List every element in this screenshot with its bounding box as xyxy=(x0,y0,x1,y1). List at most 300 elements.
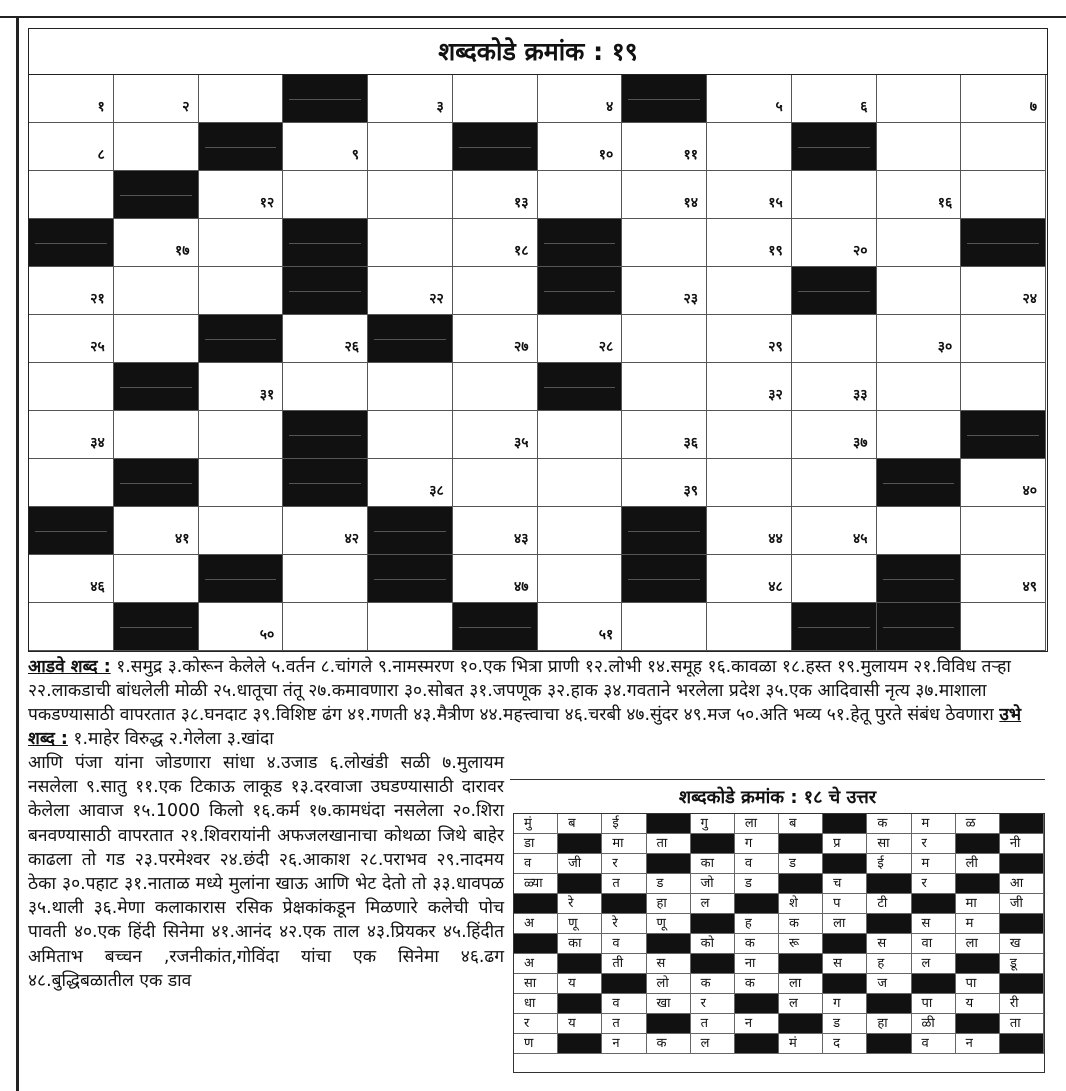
answer-cell: ग xyxy=(823,994,867,1014)
grid-cell-black xyxy=(368,315,453,363)
clue-number: १७ xyxy=(174,243,190,259)
clue-number: ३५ xyxy=(513,435,529,451)
answer-cell: व xyxy=(912,1034,956,1054)
answer-cell: ला xyxy=(823,914,867,934)
grid-cell-black xyxy=(877,603,962,651)
grid-cell xyxy=(622,267,707,315)
grid-cell xyxy=(368,75,453,123)
clue-number: १५ xyxy=(768,195,783,211)
answer-cell: णू xyxy=(647,914,691,934)
answer-cell-black xyxy=(1000,914,1044,934)
answer-cell: म xyxy=(912,854,956,874)
answer-cell-black xyxy=(691,914,735,934)
grid-cell xyxy=(114,123,199,171)
left-rule xyxy=(16,16,19,1091)
clue-number: २९ xyxy=(768,339,783,355)
answer-cell: क xyxy=(735,934,779,954)
answer-cell: म xyxy=(956,914,1000,934)
grid-cell xyxy=(877,171,962,219)
answer-cell: वा xyxy=(912,934,956,954)
answer-cell-black xyxy=(867,874,911,894)
answer-cell: ला xyxy=(735,814,779,834)
grid-cell xyxy=(114,75,199,123)
grid-cell xyxy=(199,459,284,507)
grid-cell xyxy=(707,75,792,123)
grid-cell-black xyxy=(877,555,962,603)
grid-cell-black xyxy=(961,411,1046,459)
grid-cell xyxy=(792,363,877,411)
grid-cell xyxy=(707,315,792,363)
answer-cell: ता xyxy=(1000,1014,1044,1034)
grid-cell xyxy=(707,459,792,507)
clue-number: २ xyxy=(182,99,190,115)
grid-cell xyxy=(877,267,962,315)
answer-cell: ज xyxy=(867,974,911,994)
answer-cell: रू xyxy=(779,934,823,954)
grid-cell xyxy=(622,411,707,459)
grid-cell xyxy=(283,363,368,411)
answer-cell: क xyxy=(691,974,735,994)
answer-cell-black xyxy=(1000,814,1044,834)
grid-cell xyxy=(707,507,792,555)
answer-cell-black xyxy=(867,914,911,934)
grid-cell xyxy=(453,363,538,411)
grid-cell xyxy=(538,459,623,507)
answer-cell: ड xyxy=(647,874,691,894)
grid-cell xyxy=(792,411,877,459)
answer-cell: ना xyxy=(735,954,779,974)
grid-cell xyxy=(877,507,962,555)
clue-number: ३९ xyxy=(683,483,698,499)
grid-cell xyxy=(114,507,199,555)
answer-cell: र xyxy=(602,854,646,874)
answer-cell-black xyxy=(647,854,691,874)
answer-cell-black xyxy=(867,994,911,1014)
grid-cell xyxy=(368,411,453,459)
grid-cell xyxy=(283,603,368,651)
answer-cell: ड xyxy=(735,874,779,894)
grid-cell xyxy=(114,267,199,315)
grid-cell xyxy=(29,123,114,171)
grid-cell xyxy=(707,267,792,315)
answer-cell: ला xyxy=(779,974,823,994)
answer-cell: जी xyxy=(558,854,602,874)
answer-cell-black xyxy=(558,1034,602,1054)
grid-cell xyxy=(707,123,792,171)
answer-cell: स xyxy=(912,914,956,934)
grid-cell xyxy=(29,315,114,363)
answer-cell-black xyxy=(779,1014,823,1034)
answer-cell: जो xyxy=(691,874,735,894)
grid-cell xyxy=(283,315,368,363)
answer-cell: व xyxy=(514,854,558,874)
answer-cell: रे xyxy=(602,914,646,934)
grid-cell xyxy=(792,555,877,603)
answer-cell: टी xyxy=(867,894,911,914)
grid-cell xyxy=(283,507,368,555)
answer-cell: प xyxy=(823,894,867,914)
grid-cell xyxy=(29,411,114,459)
answer-cell-black xyxy=(514,934,558,954)
answer-cell-black xyxy=(779,834,823,854)
clue-number: ४२ xyxy=(344,531,359,547)
grid-cell xyxy=(961,459,1046,507)
answer-cell: आ xyxy=(1000,874,1044,894)
grid-cell xyxy=(368,459,453,507)
answer-cell: ता xyxy=(647,834,691,854)
grid-cell xyxy=(368,219,453,267)
answer-cell: क xyxy=(779,914,823,934)
clue-number: १६ xyxy=(937,195,953,211)
clue-number: ३३ xyxy=(852,387,868,403)
grid-cell xyxy=(961,507,1046,555)
grid-cell xyxy=(453,171,538,219)
answer-cell-black xyxy=(558,994,602,1014)
grid-cell-black xyxy=(961,219,1046,267)
grid-cell xyxy=(707,219,792,267)
answer-cell: सा xyxy=(514,974,558,994)
answer-cell: मुं xyxy=(514,814,558,834)
clue-number: ३८ xyxy=(429,483,444,499)
grid-cell xyxy=(877,75,962,123)
clue-number: ६ xyxy=(860,99,868,115)
grid-cell xyxy=(792,315,877,363)
grid-cell xyxy=(453,507,538,555)
clue-number: २२ xyxy=(429,291,444,307)
answer-grid xyxy=(513,813,1045,1073)
answer-cell: ग xyxy=(735,834,779,854)
grid-cell xyxy=(538,507,623,555)
grid-cell xyxy=(538,315,623,363)
answer-cell-black xyxy=(1000,974,1044,994)
answer-cell-black xyxy=(779,954,823,974)
answer-cell: च xyxy=(823,874,867,894)
grid-cell xyxy=(368,603,453,651)
answer-cell: क xyxy=(867,814,911,834)
answer-cell: शे xyxy=(779,894,823,914)
answer-cell: क xyxy=(735,974,779,994)
answer-cell: ल xyxy=(691,1034,735,1054)
grid-cell xyxy=(538,411,623,459)
grid-cell xyxy=(961,555,1046,603)
puzzle-title: शब्दकोडे क्रमांक : १९ xyxy=(29,29,1047,75)
grid-cell xyxy=(961,363,1046,411)
answer-cell-black xyxy=(823,854,867,874)
grid-cell xyxy=(877,219,962,267)
clue-number: ४९ xyxy=(1022,579,1037,595)
grid-cell xyxy=(29,171,114,219)
grid-cell-black xyxy=(114,171,199,219)
answer-cell: ड xyxy=(779,854,823,874)
answer-cell: व xyxy=(735,854,779,874)
answer-cell-black xyxy=(823,974,867,994)
answer-cell: सा xyxy=(867,834,911,854)
grid-cell xyxy=(961,315,1046,363)
answer-cell: अ xyxy=(514,954,558,974)
clue-number: ३६ xyxy=(683,435,698,451)
grid-cell xyxy=(368,363,453,411)
answer-cell: मं xyxy=(779,1034,823,1054)
grid-cell xyxy=(877,411,962,459)
answer-cell: धा xyxy=(514,994,558,1014)
grid-cell-black xyxy=(538,267,623,315)
grid-cell xyxy=(538,171,623,219)
grid-cell xyxy=(622,123,707,171)
grid-cell xyxy=(961,267,1046,315)
grid-cell xyxy=(114,411,199,459)
grid-cell-black xyxy=(538,363,623,411)
answer-cell: य xyxy=(558,1014,602,1034)
grid-cell-black xyxy=(877,459,962,507)
answer-cell: अ xyxy=(514,914,558,934)
answer-cell-black xyxy=(779,874,823,894)
grid-cell xyxy=(29,267,114,315)
answer-cell-black xyxy=(691,954,735,974)
answer-cell: डू xyxy=(1000,954,1044,974)
top-rule xyxy=(0,16,1066,18)
grid-cell-black xyxy=(368,507,453,555)
answer-cell: न xyxy=(735,1014,779,1034)
grid-cell-black xyxy=(622,555,707,603)
clue-number: ८ xyxy=(97,147,105,163)
grid-cell-black xyxy=(199,555,284,603)
clue-number: २८ xyxy=(598,339,614,355)
answer-cell: ड xyxy=(823,1014,867,1034)
answer-cell: य xyxy=(956,994,1000,1014)
grid-cell xyxy=(199,75,284,123)
grid-cell xyxy=(453,555,538,603)
grid-cell-black xyxy=(199,315,284,363)
clue-number: २० xyxy=(852,243,868,259)
answer-cell: त xyxy=(691,1014,735,1034)
answer-cell: स xyxy=(647,954,691,974)
clue-number: ४४ xyxy=(768,531,783,547)
grid-cell xyxy=(538,75,623,123)
answer-cell: र xyxy=(514,1014,558,1034)
clue-number: ५१ xyxy=(598,627,614,643)
answer-cell: हा xyxy=(867,1014,911,1034)
grid-cell xyxy=(29,459,114,507)
grid-cell-black xyxy=(792,267,877,315)
answer-cell: ख xyxy=(1000,934,1044,954)
answer-cell-black xyxy=(735,994,779,1014)
clue-number: ७ xyxy=(1029,99,1037,115)
clue-number: १ xyxy=(97,99,105,115)
down-heading: उभे शब्द : xyxy=(28,705,1022,749)
answer-cell-black xyxy=(956,874,1000,894)
answer-cell-black xyxy=(602,974,646,994)
clue-number: ३१ xyxy=(259,387,275,403)
answer-cell-black xyxy=(956,1014,1000,1034)
grid-cell xyxy=(453,315,538,363)
answer-cell: न xyxy=(602,1034,646,1054)
grid-cell xyxy=(114,219,199,267)
clue-number: १० xyxy=(598,147,614,163)
answer-divider xyxy=(510,779,1045,780)
clue-number: २१ xyxy=(90,291,105,307)
answer-cell: ली xyxy=(956,854,1000,874)
answer-cell: हा xyxy=(647,894,691,914)
grid-cell-black xyxy=(29,219,114,267)
grid-cell-black xyxy=(114,603,199,651)
answer-cell-black xyxy=(867,1034,911,1054)
grid-cell-black xyxy=(792,123,877,171)
answer-cell: का xyxy=(691,854,735,874)
grid-cell xyxy=(707,363,792,411)
grid-cell xyxy=(877,363,962,411)
answer-cell: ई xyxy=(867,854,911,874)
answer-cell: पा xyxy=(956,974,1000,994)
clue-number: ४ xyxy=(605,99,614,115)
answer-cell-black xyxy=(647,934,691,954)
grid-cell-black xyxy=(622,507,707,555)
answer-cell-black xyxy=(558,954,602,974)
answer-cell: ल xyxy=(912,954,956,974)
grid-cell xyxy=(453,459,538,507)
clue-number: ३४ xyxy=(90,435,105,451)
answer-cell-black xyxy=(558,874,602,894)
grid-cell xyxy=(114,315,199,363)
answer-cell: मा xyxy=(956,894,1000,914)
clue-number: १३ xyxy=(513,195,529,211)
grid-cell-black xyxy=(283,219,368,267)
clue-number: १८ xyxy=(513,243,529,259)
grid-cell xyxy=(453,219,538,267)
clue-number: १४ xyxy=(683,195,698,211)
grid-cell xyxy=(622,603,707,651)
grid-cell xyxy=(961,171,1046,219)
clue-number: ४३ xyxy=(513,531,529,547)
answer-cell: म xyxy=(912,814,956,834)
grid-cell-black xyxy=(538,219,623,267)
grid-cell xyxy=(283,123,368,171)
grid-cell xyxy=(199,363,284,411)
across-clues: १.समुद्र ३.कोरून केलेले ५.वर्तन ८.चांगले ९.नामस्मरण १०.एक भित्रा प्राणी १२.लोभी १४.समूह १६.कावळा १८.हस्त १९.मुलायम २१.विविध तऱ्हा २२.लाकडाची बांधलेली मोळी २५.धातूचा तंतू २७.कमावणारा ३०.सोबत ३१.जपणूक ३२.हाक ३४.गवताने भरलेला प्रदेश ३५.एक आदिवासी नृत्य ३७.माशाला पकडण्यासाठी वापरतात ३८.घनदाट ३९.विशिष्ट ढंग ४१.गणती ४३.मैत्रीण ४४.महत्त्वाचा ४६.चरबी ४७.सुंदर ४९.मज ५०.अति भव्य ५१.हेतू पुरते संबंध ठेवणारा xyxy=(28,657,1011,725)
answer-cell: नी xyxy=(1000,834,1044,854)
grid-cell xyxy=(199,219,284,267)
answer-cell: प्र xyxy=(823,834,867,854)
grid-cell xyxy=(877,315,962,363)
answer-cell-black xyxy=(1000,1034,1044,1054)
clue-number: २३ xyxy=(683,291,698,307)
grid-cell xyxy=(622,315,707,363)
grid-cell xyxy=(114,555,199,603)
answer-cell: ल xyxy=(691,894,735,914)
answer-cell: पा xyxy=(912,994,956,1014)
grid-cell xyxy=(792,507,877,555)
grid-cell-black xyxy=(283,267,368,315)
grid-cell xyxy=(368,171,453,219)
answer-cell: ह xyxy=(735,914,779,934)
down-clues-start: १.माहेर विरुद्ध २.गेलेला ३.खांदा xyxy=(67,729,274,749)
grid-cell xyxy=(29,555,114,603)
answer-cell: ती xyxy=(602,954,646,974)
answer-cell-black xyxy=(823,814,867,834)
clue-number: २७ xyxy=(513,339,529,355)
grid-cell xyxy=(199,411,284,459)
answer-cell: ळ xyxy=(956,814,1000,834)
answer-cell: क xyxy=(647,1034,691,1054)
grid-cell xyxy=(29,603,114,651)
clue-number: ३० xyxy=(937,339,953,355)
answer-cell-black xyxy=(647,814,691,834)
grid-cell xyxy=(622,171,707,219)
grid-cell xyxy=(538,603,623,651)
answer-cell: ला xyxy=(956,934,1000,954)
grid-cell xyxy=(707,171,792,219)
answer-title: शब्दकोडे क्रमांक : १८ चे उत्तर xyxy=(678,787,877,808)
answer-cell: डा xyxy=(514,834,558,854)
grid-cell xyxy=(538,123,623,171)
answer-cell: स xyxy=(823,954,867,974)
grid-cell xyxy=(453,411,538,459)
answer-cell-black xyxy=(647,1014,691,1034)
grid-cell xyxy=(199,507,284,555)
clues-section xyxy=(28,655,1052,751)
answer-cell: ब xyxy=(779,814,823,834)
answer-cell: त xyxy=(602,1014,646,1034)
grid-cell xyxy=(199,171,284,219)
answer-cell-black xyxy=(735,894,779,914)
grid-cell xyxy=(792,75,877,123)
grid-cell-black xyxy=(283,411,368,459)
grid-cell-black xyxy=(29,507,114,555)
answer-cell: स xyxy=(867,934,911,954)
answer-cell: गु xyxy=(691,814,735,834)
grid-cell xyxy=(453,75,538,123)
clue-number: ९ xyxy=(351,147,359,163)
answer-cell: व xyxy=(602,994,646,1014)
answer-cell: लो xyxy=(647,974,691,994)
grid-cell xyxy=(199,603,284,651)
answer-cell: को xyxy=(691,934,735,954)
grid-cell xyxy=(29,363,114,411)
answer-cell: ळ्या xyxy=(514,874,558,894)
clue-number: ४१ xyxy=(174,531,190,547)
clue-number: १९ xyxy=(768,243,783,259)
crossword-grid xyxy=(29,75,1046,651)
down-clues-rest: आणि पंजा यांना जोडणारा सांधा ४.उजाड ६.लोखंडी सळी ७.मुलायम नसलेला ९.सातु ११.एक टिकाऊ लाकूड १३.दरवाजा उघडण्यासाठी दारावर केलेला आवाज १५.1000 किलो १६.कर्म १७.कामधंदा नसलेला २०.शिरा बनवण्यासाठी वापरतात २१.शिवरायांनी अफजलखानाचा कोथळा जिथे बाहेर काढला तो गड २३.परमेश्वर २४.छंदी २६.आकाश २८.पराभव २९.नादमय ठेका ३०.पहाट ३१.नाताळ मध्ये मुलांना खाऊ आणि भेट देतो तो ३३.धावपळ ३५.थाली ३६.मेणा कलाकारास रसिक प्रेक्षकांकडून मिळणारे कलेची पोच पावती ४०.एक हिंदी सिनेमा ४१.आनंद ४२.एक ताल ४३.प्रियकर ४५.हिंदीत अमिताभ बच्चन ,रजनीकांत,गोविंदा यांचा एक सिनेमा ४६.ढग ४८.बुद्धिबळातील एक डाव xyxy=(28,753,504,991)
grid-cell xyxy=(283,555,368,603)
grid-cell xyxy=(283,171,368,219)
clue-number: ४६ xyxy=(90,579,105,595)
grid-cell xyxy=(707,555,792,603)
answer-cell: ण xyxy=(514,1034,558,1054)
grid-cell xyxy=(792,219,877,267)
grid-cell-black xyxy=(114,363,199,411)
grid-cell xyxy=(453,267,538,315)
answer-cell: र xyxy=(912,834,956,854)
answer-cell-black xyxy=(558,834,602,854)
answer-cell-black xyxy=(602,894,646,914)
grid-cell xyxy=(961,123,1046,171)
answer-cell: र xyxy=(691,994,735,1014)
across-heading: आडवे शब्द : xyxy=(28,657,111,677)
answer-cell: न xyxy=(956,1034,1000,1054)
crossword-puzzle xyxy=(28,28,1048,652)
answer-cell: जी xyxy=(1000,894,1044,914)
grid-cell xyxy=(199,267,284,315)
grid-cell-black xyxy=(283,75,368,123)
answer-cell-black xyxy=(956,834,1000,854)
answer-cell: व xyxy=(602,934,646,954)
grid-cell-black xyxy=(792,603,877,651)
answer-cell: र xyxy=(912,874,956,894)
clue-number: २५ xyxy=(90,339,105,355)
grid-cell-black xyxy=(283,459,368,507)
answer-cell: का xyxy=(558,934,602,954)
clue-number: २४ xyxy=(1022,291,1037,307)
